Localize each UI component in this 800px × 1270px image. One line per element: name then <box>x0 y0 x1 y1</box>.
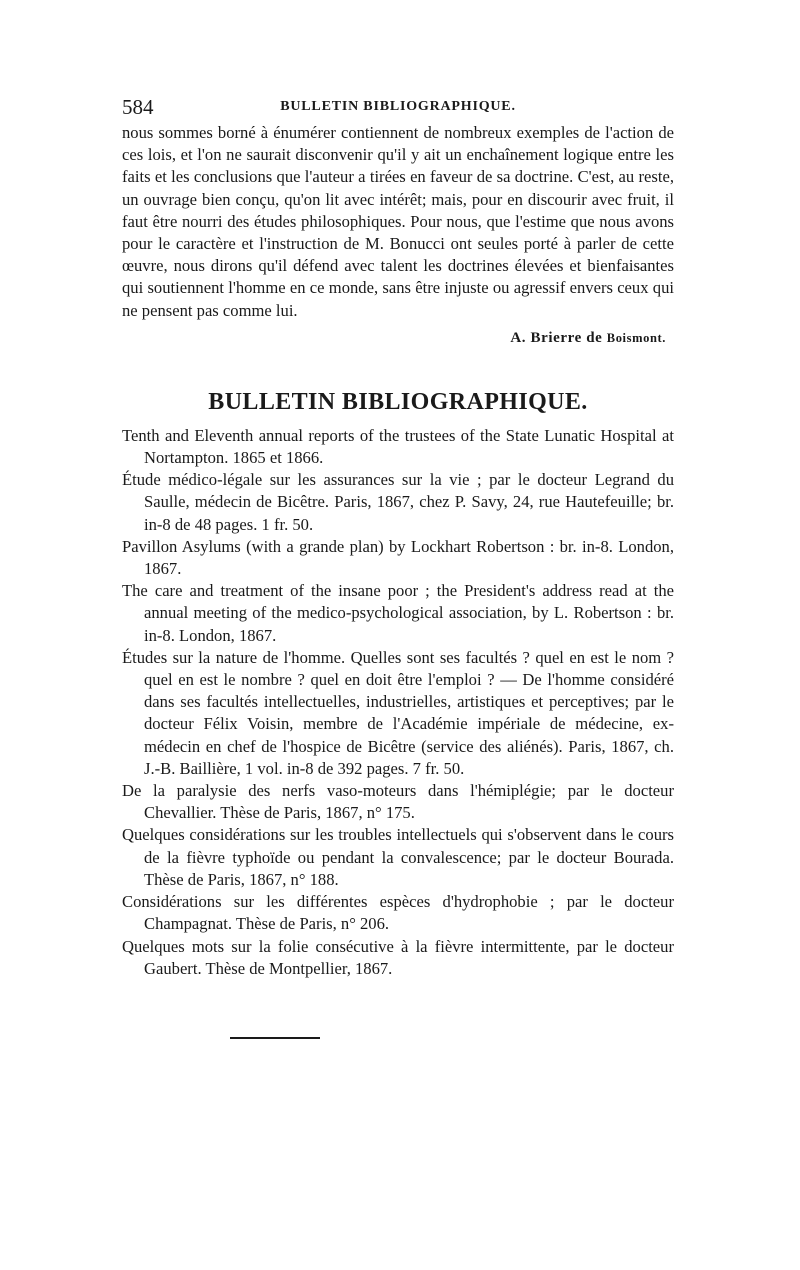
running-head <box>122 92 674 122</box>
signature-initial: A. Brierre de <box>510 329 607 346</box>
bibliography-entry: Considérations sur les différentes espèces d'hydrophobie ; par le docteur Champagnat. Thèse de Paris, n° 206. <box>122 892 674 934</box>
bibliography-entry: Pavillon Asylums (with a grande plan) by Lockhart Robertson : br. in-8. London, 1867. <box>122 536 674 579</box>
section-title: BULLETIN BIBLIOGRAPHIQUE. <box>208 388 588 415</box>
bibliography-entry: Quelques considérations sur les troubles intellectuels qui s'observent dans le cours de la fièvre typhoïde ou pendant la convalescence; par le docteur Bourada. Thèse de Paris, 1867, n° 188. <box>122 825 674 889</box>
end-rule <box>230 1037 320 1039</box>
bibliography-entry: The care and treatment of the insane poor ; the President's address read at the annual meeting of the medico-psychological association, by L. Robertson : br. in-8. London, 1867. <box>122 581 674 645</box>
running-title: BULLETIN BIBLIOGRAPHIQUE. <box>280 99 516 114</box>
bibliography-entry: Étude médico-légale sur les assurances sur la vie ; par le docteur Legrand du Saulle, médecin de Bicêtre. Paris, 1867, chez P. Savy, 24, rue Hautefeuille; br. in-8 de 48 pages. 1 fr. 50. <box>122 470 674 534</box>
page-number: 584 <box>122 95 154 119</box>
signature-surname: Boismont. <box>606 330 666 345</box>
bibliography-entry: De la paralysie des nerfs vaso-moteurs dans l'hémiplégie; par le docteur Chevallier. Thèse de Paris, 1867, n° 175. <box>122 781 674 823</box>
review-paragraph-text: nous sommes borné à énumérer contiennent de nombreux exemples de l'action de ces lois, et l'on ne saurait disconvenir qu'il y ait un enchaînement logique entre les faits et les conclusions que l'auteur a tirées en faveur de sa doctrine. C'est, au reste, un ouvrage bien conçu, qu'on lit avec intérêt; mais, pour en discourir avec fruit, il faut être nourri des études philosophiques. Pour nous, que l'estime que nous avons pour le caractère et l'instruction de M. Bonucci ont seules porté à parler de cette œuvre, nous dirons qu'il défend avec talent les doctrines élevées et bienfaisantes qui soutiennent l'homme en ce monde, sans être injuste ou agressif envers ceux qui ne pensent pas comme lui. <box>122 123 674 320</box>
bibliography-entry: Quelques mots sur la folie consécutive à la fièvre intermittente, par le docteur Gaubert. Thèse de Montpellier, 1867. <box>122 936 674 978</box>
review-paragraph <box>122 122 674 322</box>
review-closing <box>122 122 674 349</box>
bibliography-entry: Études sur la nature de l'homme. Quelles sont ses facultés ? quel en est le nom ? quel en est le nombre ? quel en doit être l'emploi ? — De l'homme considéré dans ses facultés intellectuelles, industrielles, artistiques et perceptives; par le docteur Félix Voisin, membre de l'Académie impériale de médecine, ex-médecin en chef de l'hospice de Bicêtre (service des aliénés). Paris, 1867, ch. J.-B. Baillière, 1 vol. in-8 de 392 pages. 7 fr. 50. <box>122 647 674 778</box>
page-content <box>122 92 674 980</box>
review-signature <box>122 327 674 349</box>
bibliography-entry: Tenth and Eleventh annual reports of the trustees of the State Lunatic Hospital at Nortampton. 1865 et 1866. <box>122 425 674 468</box>
bibliography-list <box>122 425 674 980</box>
